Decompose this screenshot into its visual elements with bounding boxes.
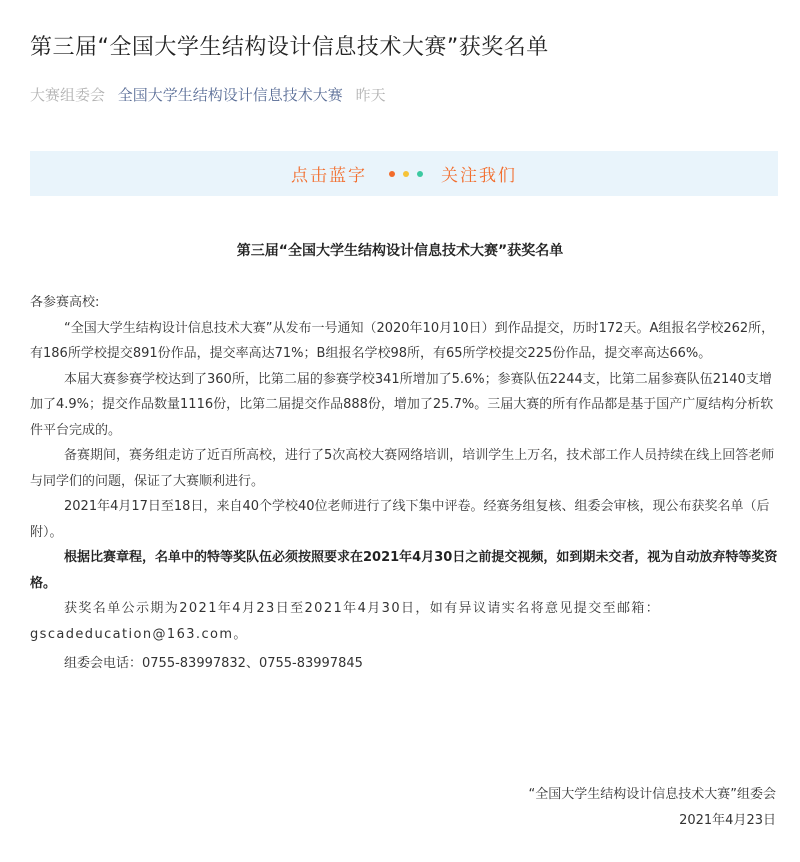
publicity-text: 获奖名单公示期为2021年4月23日至2021年4月30日，如有异议请实名将意见提交至邮箱： — [64, 601, 661, 616]
orange-dot-icon — [389, 171, 395, 177]
paragraph-publicity-period — [30, 596, 780, 647]
contact-email: gscadeducation@163.com。 — [30, 626, 248, 642]
account-name-link[interactable]: 全国大学生结构设计信息技术大赛 — [117, 86, 343, 104]
article-body — [30, 290, 780, 677]
content-subtitle: 第三届“全国大学生结构设计信息技术大赛”获奖名单 — [236, 243, 564, 259]
paragraph-evaluation: 2021年4月17日至18日，来自40个学校40位老师进行了线下集中评卷。经赛务组复核、组委会审核，现公布获奖名单（后附）。 — [30, 499, 770, 540]
article-author: 大赛组委会 — [30, 86, 106, 104]
publish-time: 昨天 — [355, 86, 386, 104]
paragraph-overview: “全国大学生结构设计信息技术大赛”从发布一号通知（2020年10月10日）到作品提交，历时172天。A组报名学校262所，有186所学校提交891份作品，提交率高达71%；B组报名学校98所，有65所学校提交225份作品，提交率高达66%。 — [30, 320, 775, 361]
banner-follow-text: 关注我们 — [441, 166, 517, 186]
paragraph-video-requirement: 根据比赛章程，名单中的特等奖队伍必须按照要求在2021年4月30日之前提交视频，如到期未交者，视为自动放弃特等奖资格。 — [30, 550, 778, 591]
yellow-dot-icon — [403, 171, 409, 177]
committee-phone: 组委会电话：0755-83997832、0755-83997845 — [64, 656, 363, 671]
article-title: 第三届“全国大学生结构设计信息技术大赛”获奖名单 — [30, 35, 549, 60]
signature-date: 2021年4月23日 — [679, 813, 776, 828]
paragraph-statistics: 本届大赛参赛学校达到了360所，比第二届的参赛学校341所增加了5.6%；参赛队伍2244支，比第二届参赛队伍2140支增加了4.9%；提交作品数量1116份，比第二届提交作品888份，增加了25.7%。三届大赛的所有作品都是基于国产广厦结构分析软件平台完成的。 — [30, 371, 774, 438]
paragraph-preparation: 备赛期间，赛务组走访了近百所高校，进行了5次高校大赛网络培训，培训学生上万名，技术部工作人员持续在线上回答老师与同学们的问题，保证了大赛顺利进行。 — [30, 448, 775, 489]
follow-banner[interactable] — [30, 151, 778, 196]
banner-dots-icon — [385, 171, 427, 177]
teal-dot-icon — [417, 171, 423, 177]
salutation: 各参赛高校: — [30, 295, 100, 310]
banner-click-text: 点击蓝字 — [291, 166, 367, 186]
article-meta — [30, 84, 386, 105]
signature-block — [529, 782, 776, 834]
signature-org: “全国大学生结构设计信息技术大赛”组委会 — [528, 787, 776, 802]
